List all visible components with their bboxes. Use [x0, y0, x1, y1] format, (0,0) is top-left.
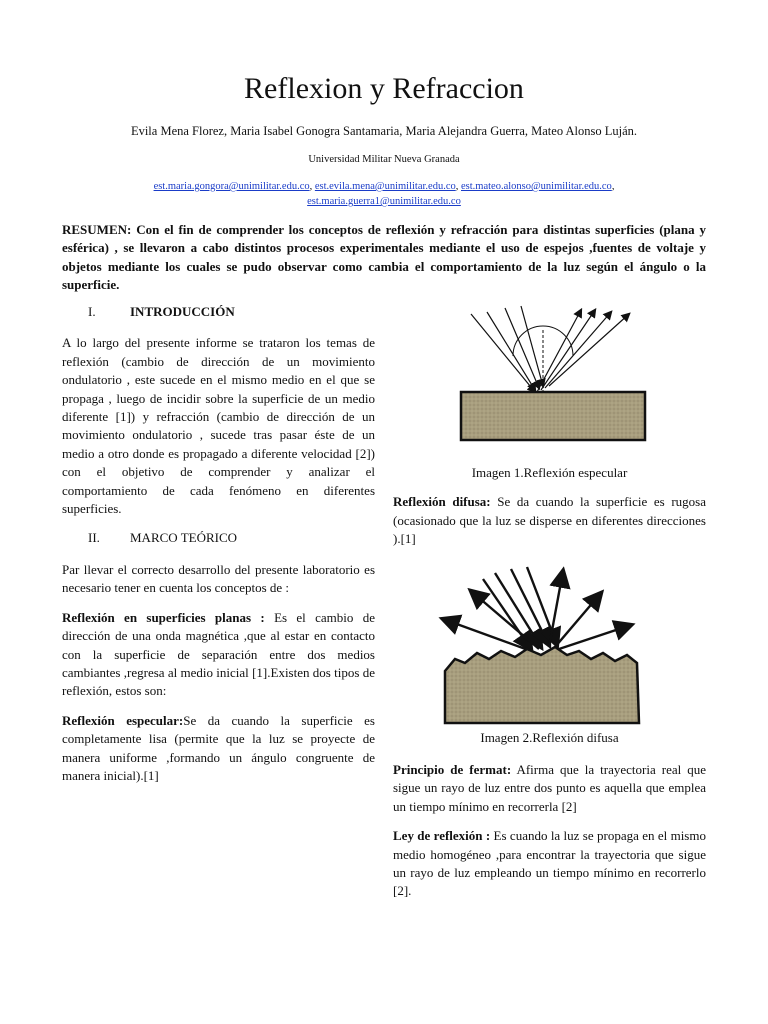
term-label: Reflexión difusa: [393, 494, 491, 510]
section-heading-marco-teorico: II. MARCO TEÓRICO [88, 530, 238, 546]
figure-specular-reflection [453, 300, 706, 450]
section-heading-introduccion: I. INTRODUCCIÓN [88, 304, 235, 319]
figure-2-caption: Imagen 2.Reflexión difusa [480, 729, 619, 745]
figure-diffuse-reflection [431, 563, 706, 733]
term-label: Reflexión especular: [62, 712, 184, 728]
abstract: RESUMEN: Con el fin de comprender los conceptos de reflexión y refracción para distintas superficies (plana y esférica) , se llevaron a cabo distintos procesos experimentales mediante el uso de espejos ,fuentes de voltaje y objetos mediante los cuales se pudo observar como cambia el comportamiento de la luz según el ángulo o la superficie. [62, 222, 706, 293]
email-link[interactable]: est.maria.guerra1@unimilitar.edu.co [307, 196, 461, 207]
diffuse-reflection-diagram [431, 563, 651, 733]
right-column [393, 300, 706, 901]
difusa-paragraph: Reflexión difusa: Se da cuando la superficie es rugosa (ocasionado que la luz se disperse en diferentes direcciones ).[1] [393, 494, 707, 547]
marco-intro-paragraph: Par llevar el correcto desarrollo del presente laboratorio es necesario tener en cuenta los conceptos de : [62, 561, 375, 596]
email-link[interactable]: est.maria.gongora@unimilitar.edu.co [153, 181, 310, 192]
fermat-paragraph: Principio de fermat: Afirma que la trayectoria real que sigue un rayo de luz entre dos punto es aquella que emplea un tiempo mínimo en recorrerla [2] [393, 762, 706, 814]
specular-reflection-diagram [453, 300, 653, 450]
figure-1-caption: Imagen 1.Reflexión especular [471, 465, 628, 480]
affiliation: Universidad Militar Nueva Granada [308, 154, 460, 165]
paper-title: Reflexion y Refraccion [244, 72, 524, 105]
planas-paragraph: Reflexión en superficies planas : Es el cambio de dirección de una onda magnética ,que al estar en contacto con la superficie de separación entre dos medios cambiantes ,regresa al medio inicial [1].Existen dos tipos de reflexión, estos son: [62, 609, 375, 699]
email-link[interactable]: est.evila.mena@unimilitar.edu.co [314, 181, 456, 192]
email-list: est.maria.gongora@unimilitar.edu.co, est.evila.mena@unimilitar.edu.co, est.mateo.alonso@unimilitar.edu.co, est.maria.guerra1@unimilitar.edu.co [153, 181, 615, 207]
term-label: Reflexión en superficies planas : [62, 609, 265, 625]
especular-paragraph: Reflexión especular:Se da cuando la superficie es completamente lisa (permite que la luz se proyecte de manera uniforme ,formando un ángulo congruente de manera inicial).[1] [62, 712, 375, 783]
email-link[interactable]: est.mateo.alonso@unimilitar.edu.co [461, 181, 612, 192]
term-label: Ley de reflexión : [393, 828, 491, 844]
term-label: Principio de fermat: [393, 762, 512, 778]
author-list: Evila Mena Florez, Maria Isabel Gonogra Santamaria, Maria Alejandra Guerra, Mateo Alonso Luján. [130, 124, 638, 138]
left-column [62, 300, 375, 785]
ley-reflexion-paragraph: Ley de reflexión : Es cuando la luz se propaga en el mismo medio homogéneo ,para encontrar la trayectoria que sigue un rayo de luz empleando un tiempo mínimo en recorrerlo [2]. [393, 828, 706, 899]
intro-paragraph: A lo largo del presente informe se trataron los temas de reflexión (cambio de dirección de un movimiento ondulatorio , este sucede en el mismo medio en el que se propaga , luego de incidir sobre la superficie de un medio diferente [1]) y refracción (cambio de dirección de un movimiento ondulatorio , sucede tras pasar éste de un medio a otro donde es propagado a diferente velocidad [2]) con el objetivo de comprender y analizar el comportamiento de cada fenómeno en diferentes superficies. [62, 335, 375, 517]
